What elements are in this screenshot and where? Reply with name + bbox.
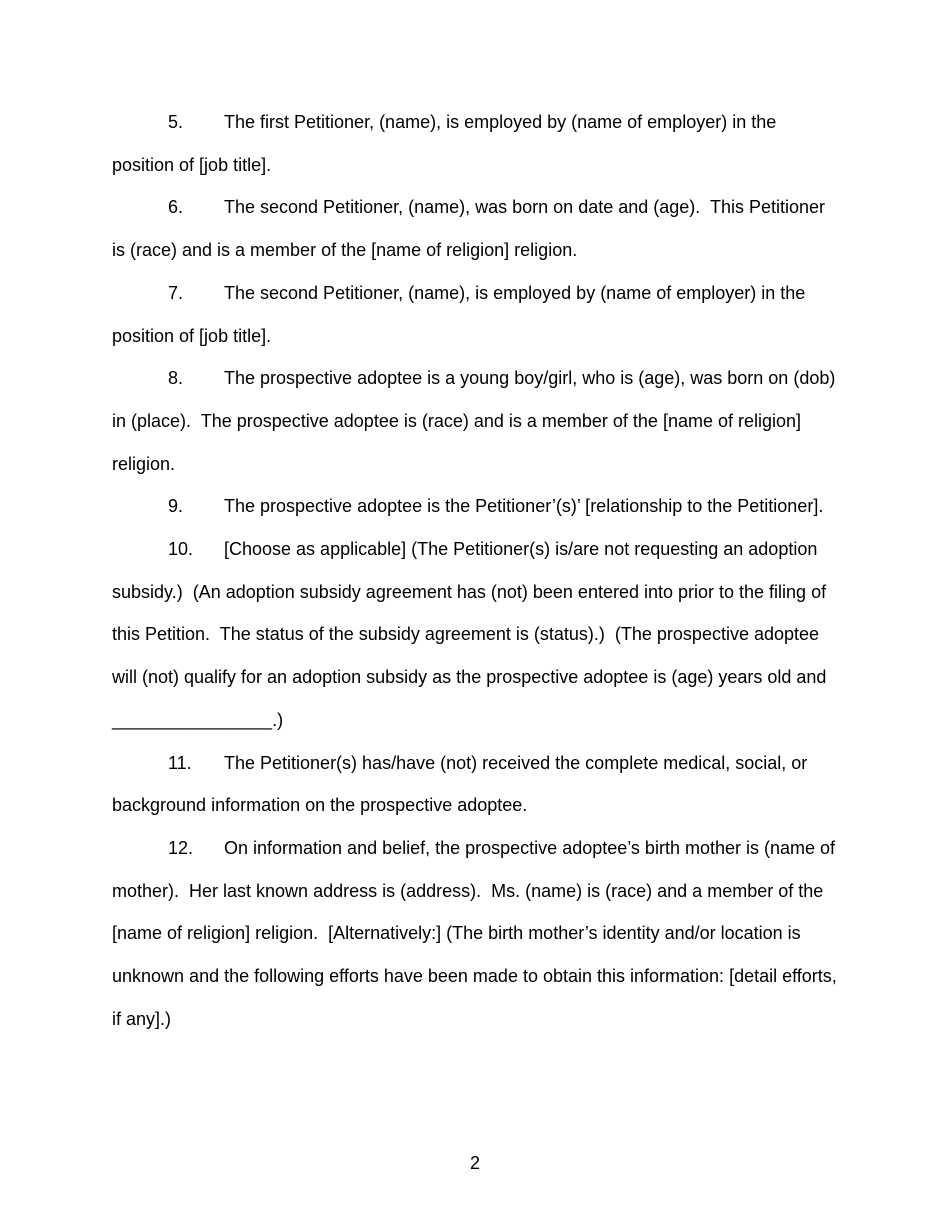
paragraph-number: 9. [168,496,184,517]
paragraph-9 [112,485,840,528]
paragraph-text: The prospective adoptee is a young boy/girl, who is (age), was born on (dob) in (place). The prospective adoptee is (race) and is a member of the [name of religion] religion. [112,368,841,474]
paragraph-number: 10. [168,539,194,560]
paragraph-5 [112,101,840,186]
paragraph-number: 12. [168,837,194,858]
paragraph-text: The second Petitioner, (name), was born on date and (age). This Petitioner is (race) and is a member of the [name of religion] religion. [112,197,831,261]
paragraph-number: 11. [168,752,192,773]
paragraph-text: The second Petitioner, (name), is employed by (name of employer) in the position of [job title]. [112,282,811,346]
paragraph-number: 5. [168,112,184,132]
paragraph-12 [112,827,840,1041]
paragraph-text: The Petitioner(s) has/have (not) received the complete medical, social, or background information on the prospective adoptee. [112,752,813,816]
paragraph-number: 8. [168,368,184,389]
paragraph-text: The first Petitioner, (name), is employed by (name of employer) in the position of [job title]. [112,112,782,175]
paragraph-text: The prospective adoptee is the Petitioner’(s)’ [relationship to the Petitioner]. [224,496,824,517]
document-body [112,101,840,1040]
paragraph-number: 6. [168,197,184,218]
paragraph-text: On information and belief, the prospective adoptee’s birth mother is (name of mother). Her last known address is (address). Ms. (name) is (race) and a member of the [name of religion] religion. [Alternatively:] (The birth mother’s identity and/or location is unknown and the following efforts have been made to obtain this information: [detail efforts, if any].) [112,837,842,1029]
paragraph-8 [112,357,840,485]
page-number: 2 [469,1153,480,1173]
paragraph-6 [112,186,840,271]
paragraph-10 [112,528,840,742]
paragraph-11 [112,742,840,827]
paragraph-number: 7. [168,282,184,303]
paragraph-7 [112,272,840,357]
paragraph-text: [Choose as applicable] (The Petitioner(s) is/are not requesting an adoption subsidy.) (An adoption subsidy agreement has (not) been entered into prior to the filing of this Petition. The status of the subsidy agreement is (status).) (The prospective adoptee will (not) qualify for an adoption subsidy as the prospective adoptee is (age) years old and ________________.) [112,539,832,730]
